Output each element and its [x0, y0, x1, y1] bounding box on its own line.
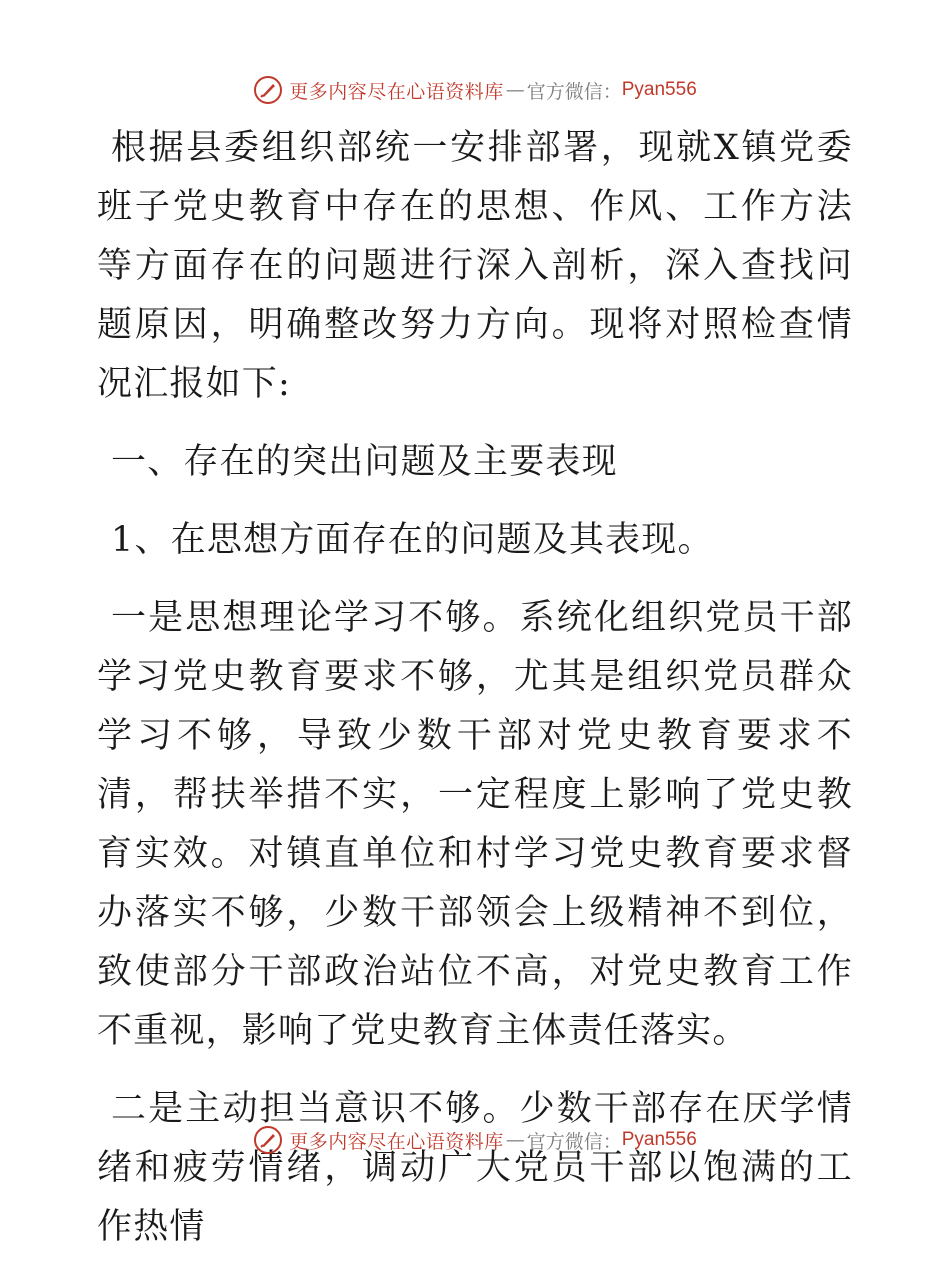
watermark-official: 官方微信：: [526, 80, 622, 103]
watermark-wechat-id: Pyan556: [621, 1129, 697, 1150]
subsection-heading: 1、在思想方面存在的问题及其表现。: [111, 520, 714, 560]
section-heading: 一、存在的突出问题及主要表现: [111, 442, 618, 482]
point-two-paragraph: 二是主动担当意识不够。少数干部存在厌学情绪和疲劳情绪，调动广大党员干部以饱满的工作热情: [97, 1089, 853, 1247]
intro-paragraph: 根据县委组织部统一安排部署，现就X镇党委班子党史教育中存在的思想、作风、工作方法等方面存在的问题进行深入剖析，深入查找问题原因，明确整改努力方向。现将对照检查情况汇报如下:: [97, 128, 853, 404]
watermark-brand: 更多内容尽在心语资料库: [289, 80, 504, 103]
watermark-dash: —: [505, 1129, 525, 1151]
quill-logo-icon: [253, 1125, 283, 1155]
watermark-brand: 更多内容尽在心语资料库: [289, 1130, 504, 1153]
watermark-official: 官方微信：: [526, 1130, 622, 1153]
watermark-banner-bottom: [0, 1120, 950, 1160]
quill-logo-icon: [253, 75, 283, 105]
watermark-wechat-id: Pyan556: [621, 79, 697, 100]
point-one-paragraph: 一是思想理论学习不够。系统化组织党员干部学习党史教育要求不够，尤其是组织党员群众学习不够，导致少数干部对党史教育要求不清，帮扶举措不实，一定程度上影响了党史教育实效。对镇直单位和村学习党史教育要求督办落实不够，少数干部领会上级精神不到位，致使部分干部政治站位不高，对党史教育工作不重视，影响了党史教育主体责任落实。: [97, 598, 853, 1051]
document-body: [97, 119, 853, 1276]
watermark-banner-top: [0, 70, 950, 110]
watermark-dash: —: [505, 79, 525, 101]
